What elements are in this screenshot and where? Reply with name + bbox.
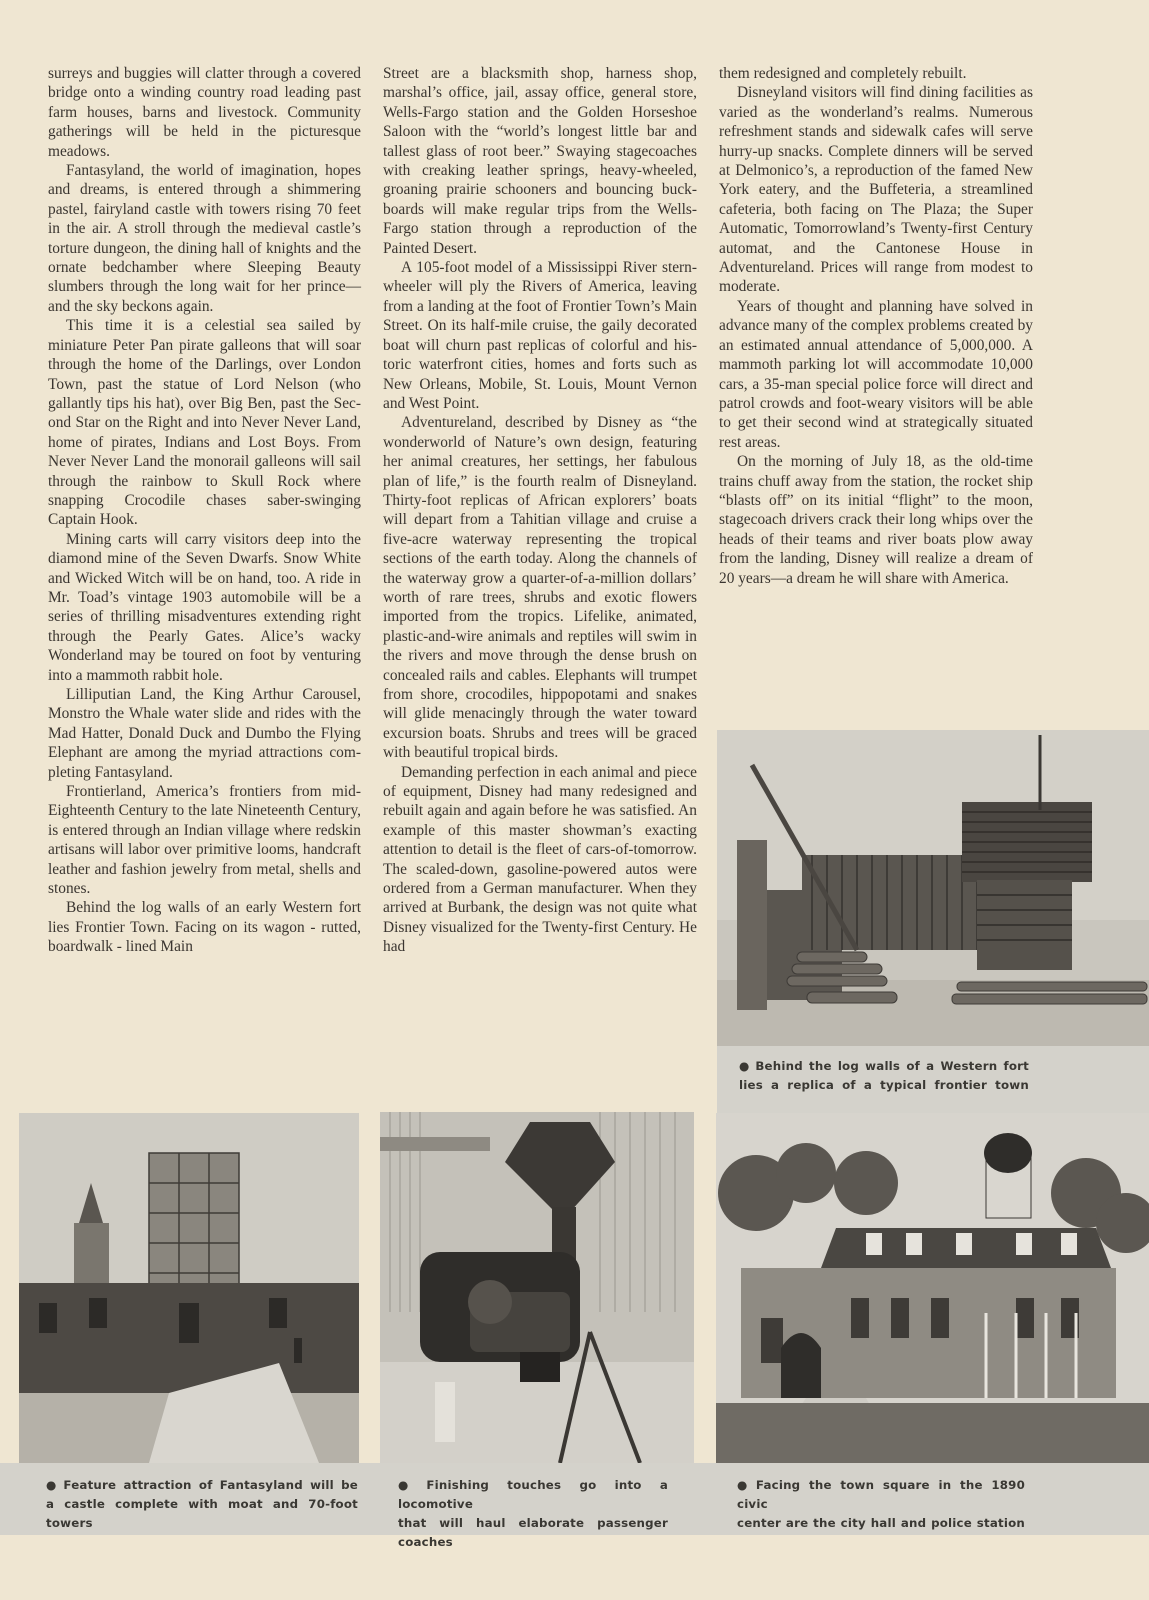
paragraph: surreys and buggies will clatter through a covered bridge onto a winding country road leading past farm houses, barns and livestock. Community gatherings will be held in the picturesque meadows. <box>48 65 361 160</box>
fort-photo <box>717 730 1149 1046</box>
caption-line: center are the city hall and police station <box>737 1516 1025 1530</box>
caption-line: that will haul elaborate passenger coaches <box>398 1516 668 1549</box>
cityhall-photo <box>716 1113 1149 1463</box>
locomotive-caption <box>398 1476 668 1552</box>
paragraph: On the morning of July 18, as the old-time trains chuff away from the station, the rocket ship “blasts off” on its initial “flight” to the moon, stagecoach drivers crack their long whips over the heads of their teams and river boats plow away from the landing, Disney will realize a dream of 20 years—a dream he will share with America. <box>719 453 1033 587</box>
paragraph: Disneyland visitors will find dining facilities as varied as the wonderland’s realms. Numerous refreshment stands and sidewalk cafes will serve hurry-up snacks. Complete dinners will be served at Delmonico’s, a reproduction of the famed New York eatery, and the Buffeteria, a streamlined cafeteria, both facing on The Plaza; the Super Automatic, Tomorrowland’s Twenty-first Century automat, and the Cantonese House in Adventureland. Prices will range from modest to moderate. <box>719 84 1033 296</box>
bullet-icon: ● <box>739 1059 752 1073</box>
castle-photo <box>19 1113 359 1463</box>
locomotive-photo <box>380 1112 694 1463</box>
caption-line: a castle complete with moat and 70-foot towers <box>46 1497 358 1530</box>
castle-image <box>19 1113 359 1463</box>
article-column-1 <box>48 64 361 957</box>
paragraph: Years of thought and planning have solved in advance many of the complex problems created by an estimated annual attendance of 5,000,000. A mammoth parking lot will accommodate 10,000 cars, a 35-man special police force will direct and patrol crowds and foot-weary visitors will be able to get their second wind at strategically situated rest areas. <box>719 297 1033 451</box>
paragraph: Fantasyland, the world of imagination, hopes and dreams, is entered through a shimmering pastel, fairyland castle with towers rising 70 feet in the air. A stroll through the medieval castle’s torture dungeon, the dining hall of knights and the ornate bedchamber where Sleeping Beauty slumbers through the long wait for her prince—and the sky beckons again. <box>48 162 361 315</box>
paragraph: Adventureland, described by Disney as “the wonderworld of Nature’s own design, featuring her animal creatures, her settings, her fabulous plan of life,” is the fourth realm of Disneyland. Thirty-foot replicas of African explorers’ boats will depart from a Tahitian village and cruise a five-acre waterway representing the tropical sections of the earth today. Along the channels of the waterway grow a quarter-of-a-million dollars’ worth of rare trees, shrubs and exotic flowers imported from the tropics. Lifelike, animated, plastic-and-wire animals and reptiles will swim in the rivers and move through the dense brush on concealed rails and cables. Elephants will trumpet from shore, crocodiles, hippopotami and snakes will glide menacingly through the water toward excursion boats. Shrubs and trees will be graced with beautiful tropical birds. <box>383 414 697 762</box>
paragraph: them redesigned and completely rebuilt. <box>719 65 967 82</box>
paragraph: A 105-foot model of a Mississippi River stern-wheeler will ply the Rivers of America, leaving from a landing at the foot of Frontier Town’s Main Street. On its half-mile cruise, the gaily decorated boat will churn past replicas of colorful and historic waterfront cities, homes and forts such as New Orleans, Mobile, St. Louis, Mount Vernon and West Point. <box>383 259 697 412</box>
paragraph: Frontierland, America’s frontiers from mid-Eighteenth Century to the late Nineteenth Century, is entered through an Indian village where redskin artisans will labor over primitive looms, handcraft leather and fashion jewelry from metal, shells and stones. <box>48 783 361 898</box>
cityhall-image <box>716 1113 1149 1463</box>
paragraph: Mining carts will carry visitors deep into the diamond mine of the Seven Dwarfs. Snow White and Wicked Witch will be on hand, too. A ride in Mr. Toad’s vintage 1903 automobile will be a series of thrilling misadventures extending right through the Pearly Gates. Alice’s wacky Wonderland may be toured on foot by venturing into a mammoth rabbit hole. <box>48 530 361 684</box>
fort-image <box>717 730 1149 1046</box>
locomotive-image <box>380 1112 694 1463</box>
article-column-3 <box>719 64 1033 588</box>
caption-line: Behind the log walls of a Western fort <box>755 1059 1029 1073</box>
bullet-icon: ● <box>398 1478 423 1492</box>
fort-caption <box>739 1057 1029 1095</box>
caption-line: Feature attraction of Fantasyland will be <box>63 1478 358 1492</box>
bullet-icon: ● <box>737 1478 752 1492</box>
paragraph: Behind the log walls of an early Western fort lies Frontier Town. Facing on its wagon - rutted, boardwalk - lined Main <box>48 899 361 956</box>
article-column-2 <box>383 64 697 957</box>
castle-caption <box>46 1476 358 1533</box>
bullet-icon: ● <box>46 1478 60 1492</box>
caption-line: lies a replica of a typical frontier town <box>739 1078 1029 1092</box>
paragraph: Demanding perfection in each animal and piece of equipment, Disney had many redesigned and rebuilt again and again before he was satisfied. An example of this master showman’s exacting attention to detail is the fleet of cars-of-tomorrow. The scaled-down, gasoline-powered autos were ordered from a German manufacturer. When they arrived at Burbank, the design was not quite what Disney visualized for the Twenty-first Century. He had <box>383 763 697 956</box>
cityhall-caption <box>737 1476 1025 1533</box>
paragraph: Street are a blacksmith shop, harness shop, marshal’s office, jail, assay office, general store, Wells-Fargo station and the Golden Horseshoe Saloon with the “world’s longest little bar and tallest glass of root beer.” Swaying stagecoaches with creaking leather springs, heavy-wheeled, groaning prairie schooners and bouncing buckboards will make regular trips from the Wells-Fargo station through a reproduction of the Painted Desert. <box>383 65 697 257</box>
caption-line: Finishing touches go into a locomotive <box>398 1478 668 1511</box>
paragraph: Lilliputian Land, the King Arthur Carousel, Monstro the Whale water slide and rides with the Mad Hatter, Donald Duck and Dumbo the Flying Elephant are among the myriad attractions completing Fantasyland. <box>48 686 361 781</box>
paragraph: This time it is a celestial sea sailed by miniature Peter Pan pirate galleons that will soar through the home of the Darlings, over London Town, past the statue of Lord Nelson (who gallantly tips his hat), over Big Ben, past the Second Star on the Right and into Never Never Land, home of pirates, Indians and Lost Boys. From Never Never Land the monorail galleons will sail through the rainbow to Skull Rock where snapping Crocodile chases saber-swinging Captain Hook. <box>48 317 361 529</box>
caption-line: Facing the town square in the 1890 civic <box>737 1478 1026 1511</box>
